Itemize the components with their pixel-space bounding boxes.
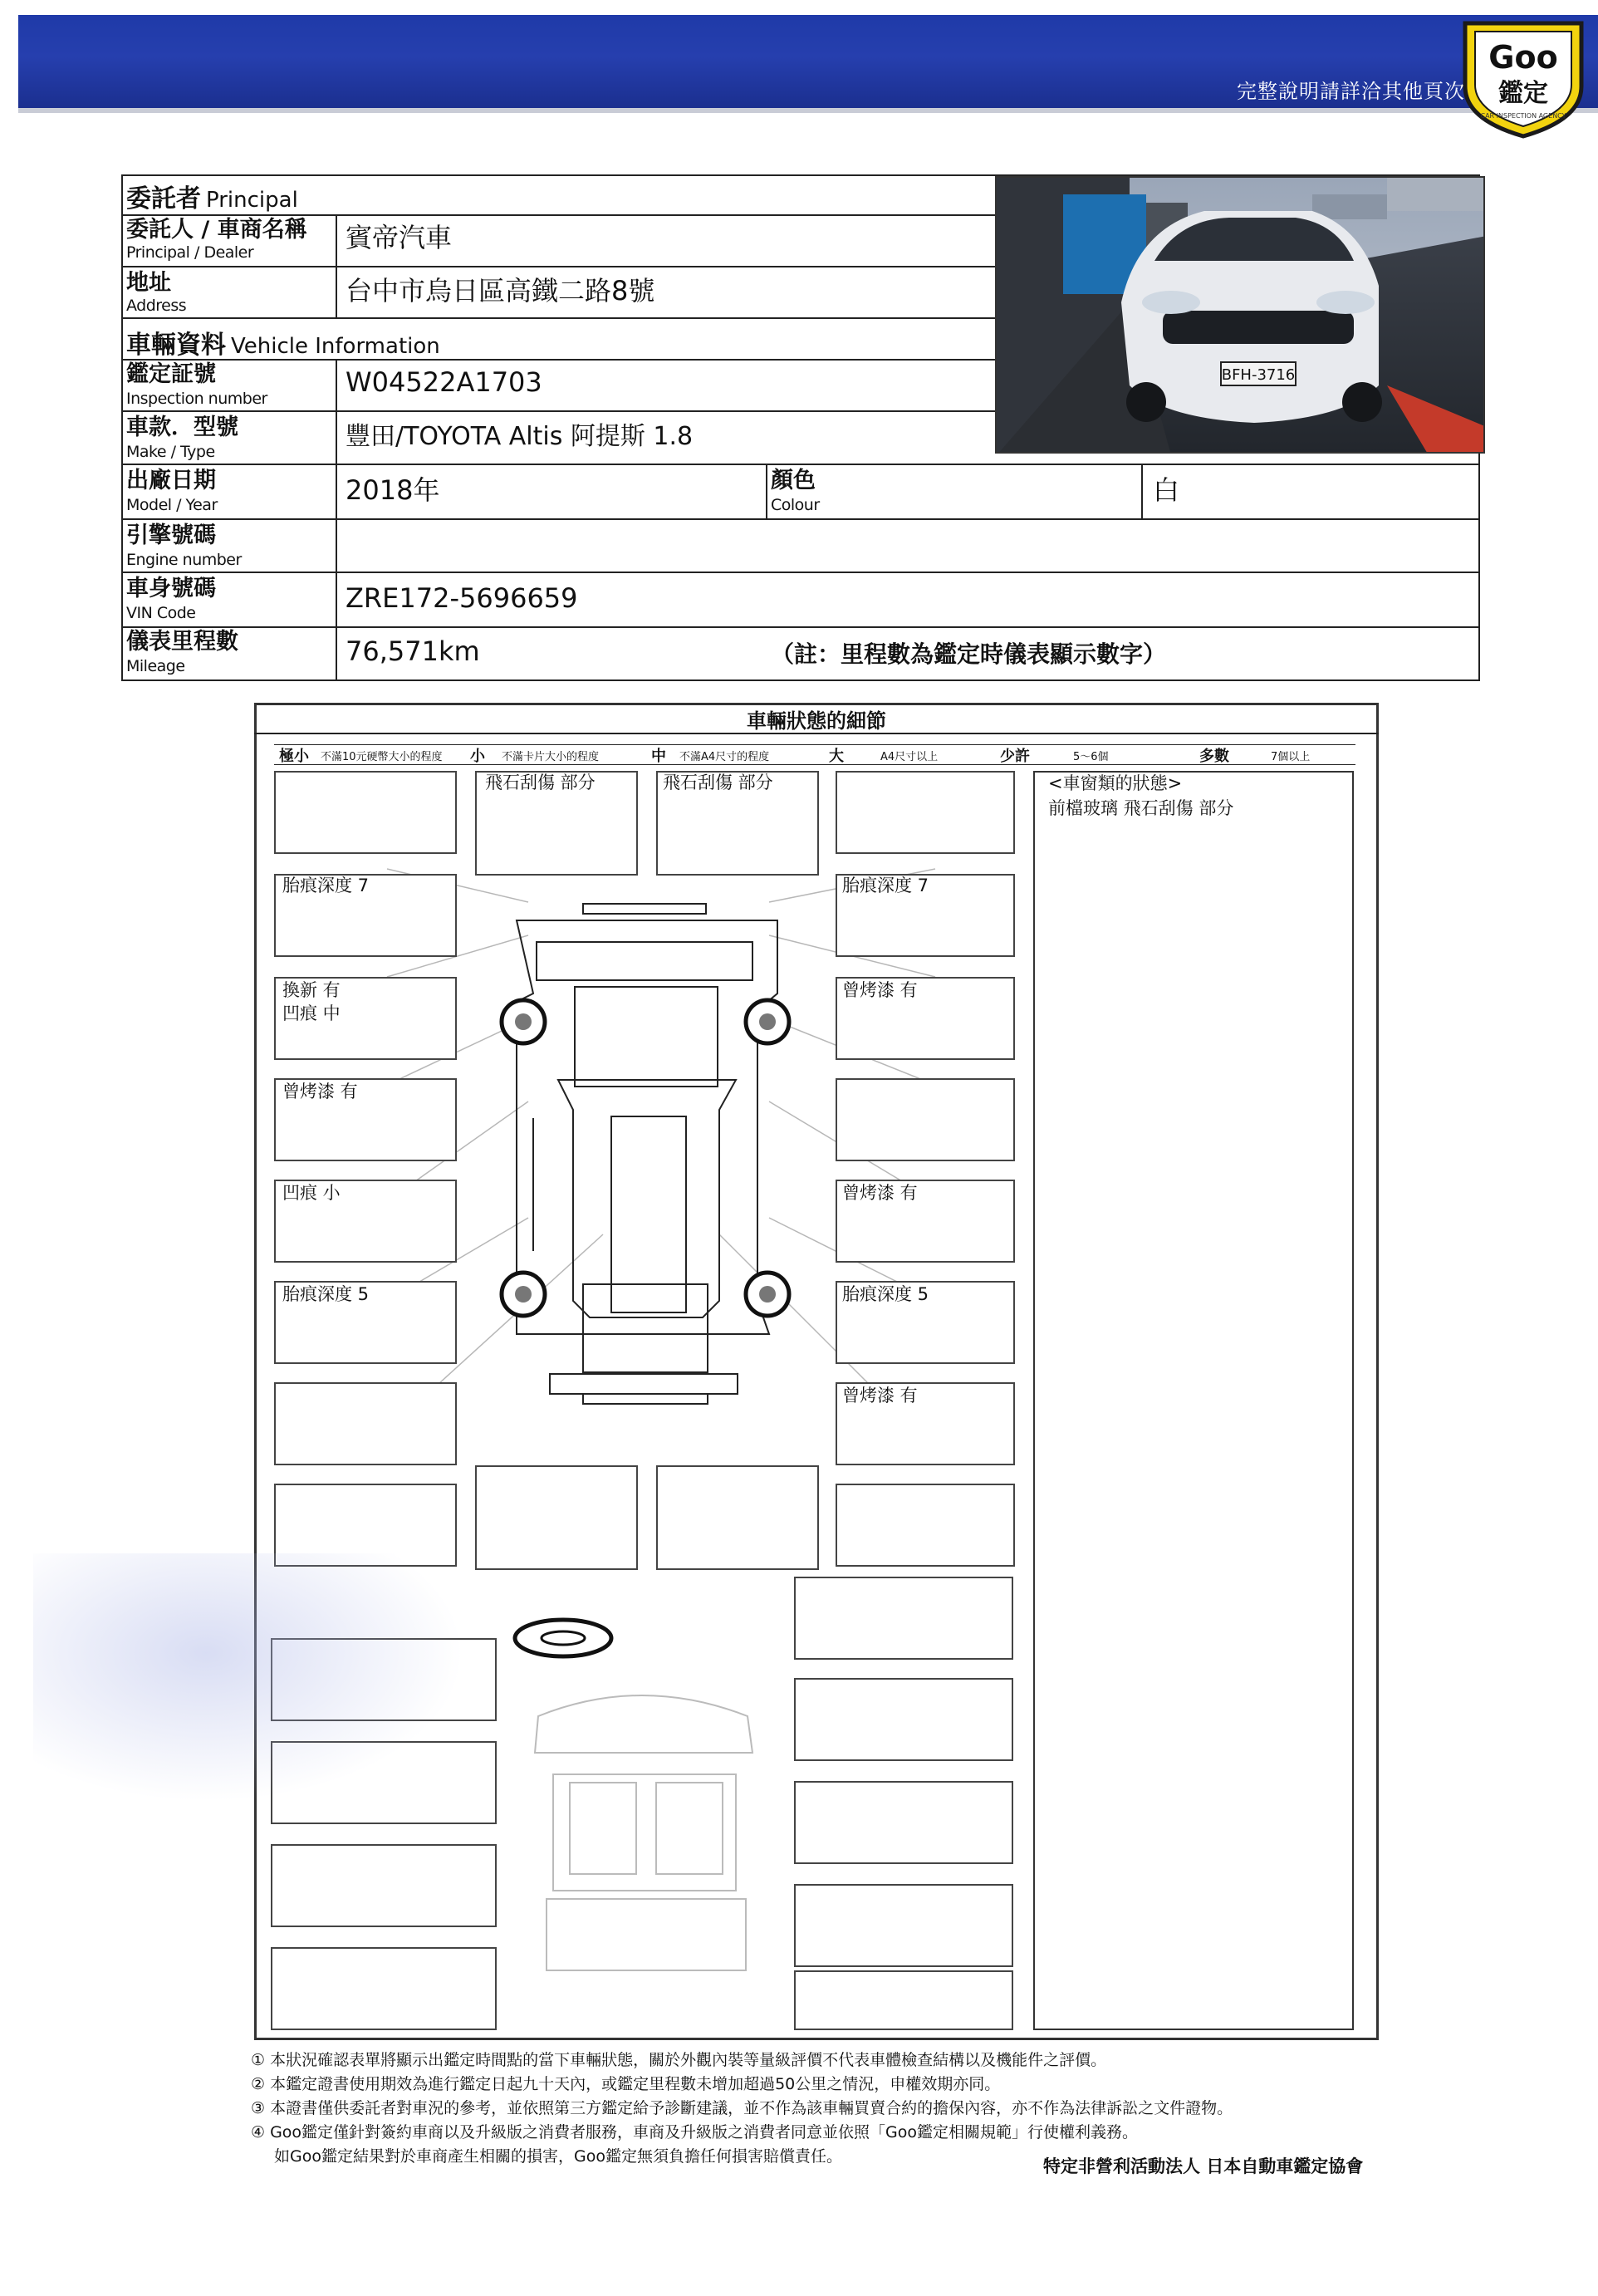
svg-text:Goo: Goo xyxy=(1488,39,1558,76)
footnote-2: ② 本鑑定證書使用期效為進行鑑定日起九十天內，或鑑定里程數未增加超過50公里之情況，申權效期亦同。 xyxy=(251,2075,1001,2093)
legend-key-4: 大 xyxy=(829,748,844,765)
colour-label: 顏色 xyxy=(771,468,816,493)
make-value: 豐田/TOYOTA Altis 阿提斯 1.8 xyxy=(346,422,694,451)
panel-text-top-mid-left: 飛石刮傷 部分 xyxy=(485,773,596,792)
interior-box-left-3 xyxy=(271,1844,497,1927)
dealer-label: 委託人 / 車商名稱 xyxy=(126,217,307,243)
address-value: 台中市烏日區高鐵二路8號 xyxy=(346,275,655,307)
panel-text-left-1: 胎痕深度 7 xyxy=(282,876,370,895)
inspection-label: 鑑定証號 xyxy=(126,361,216,387)
legend-desc-2: 不滿卡片大小的程度 xyxy=(502,751,600,763)
legend-desc-4: A4尺寸以上 xyxy=(880,751,939,763)
panel-text-right-2: 曾烤漆 有 xyxy=(842,980,918,1000)
legend-key-1: 極小 xyxy=(279,748,309,765)
interior-box-right-3 xyxy=(794,1781,1013,1864)
legend-key-5: 少許 xyxy=(1000,748,1030,765)
footnote-3: ③ 本證書僅供委託者對車況的參考，並依照第三方鑑定給予診斷建議，並不作為該車輛買賣合約的擔保內容，亦不作為法律訴訟之文件證物。 xyxy=(251,2099,1233,2117)
mileage-note: （註：里程數為鑑定時儀表顯示數字） xyxy=(771,640,1167,668)
header-banner xyxy=(18,15,1598,113)
interior-box-right-5 xyxy=(794,1970,1013,2030)
panel-box-bottom-mid-left xyxy=(475,1465,638,1570)
vin-label: 車身號碼 xyxy=(126,576,216,601)
legend-desc-3: 不滿A4尺寸的程度 xyxy=(679,751,770,763)
panel-box-bottom-mid-right xyxy=(656,1465,819,1570)
dealer-value: 賓帝汽車 xyxy=(346,222,453,253)
make-label: 車款．型號 xyxy=(126,415,238,440)
address-label-en: Address xyxy=(126,297,187,315)
vin-value: ZRE172-5696659 xyxy=(346,582,578,614)
vehicle-photo xyxy=(995,176,1485,454)
vin-label-en: VIN Code xyxy=(126,604,196,622)
panel-text-left-2: 換新 有 凹痕 中 xyxy=(282,980,341,1023)
footnote-1: ① 本狀況確認表單將顯示出鑑定時間點的當下車輛狀態，關於外觀內裝等量級評價不代表車體檢查結構以及機能件之評價。 xyxy=(251,2051,1107,2069)
panel-text-right-6: 曾烤漆 有 xyxy=(842,1386,918,1406)
legend-key-2: 小 xyxy=(470,748,485,765)
principal-section-title: 委託者 Principal xyxy=(126,184,298,213)
year-label-en: Model / Year xyxy=(126,496,218,514)
legend-key-6: 多數 xyxy=(1199,748,1229,765)
colour-label-en: Colour xyxy=(771,496,820,514)
glass-status-text: <車窗類的狀態> 前檔玻璃 飛石刮傷 部分 xyxy=(1048,773,1234,818)
panel-text-left-4: 凹痕 小 xyxy=(282,1183,341,1203)
footnote-4: ④ Goo鑑定僅針對簽約車商以及升級版之消費者服務，車商及升級版之消費者同意並依照「Goo鑑定相關規範」行使權利義務。 xyxy=(251,2123,1139,2141)
panel-text-right-1: 胎痕深度 7 xyxy=(842,876,929,895)
address-label: 地址 xyxy=(126,270,171,296)
scan-shadow xyxy=(33,1553,465,1803)
svg-text:鑑定: 鑑定 xyxy=(1498,79,1548,108)
panel-box-right-7 xyxy=(836,1484,1015,1567)
interior-box-right-1 xyxy=(794,1577,1013,1660)
panel-text-right-5: 胎痕深度 5 xyxy=(842,1284,929,1304)
mileage-label: 儀表里程數 xyxy=(126,629,238,655)
legend-key-3: 中 xyxy=(651,748,666,765)
issuer-signature: 特定非營利活動法人 日本自動車鑑定協會 xyxy=(1043,2156,1364,2176)
engine-label-en: Engine number xyxy=(126,551,242,569)
goo-badge-logo xyxy=(1457,15,1590,141)
panel-box-left-0 xyxy=(274,771,457,854)
panel-text-top-mid-right: 飛石刮傷 部分 xyxy=(663,773,773,792)
panel-text-right-4: 曾烤漆 有 xyxy=(842,1183,918,1203)
condition-title: 車輛狀態的細節 xyxy=(747,709,886,733)
dealer-label-en: Principal / Dealer xyxy=(126,243,254,262)
inspection-value: W04522A1703 xyxy=(346,366,542,398)
legend-desc-6: 7個以上 xyxy=(1271,751,1311,763)
interior-box-right-4 xyxy=(794,1884,1013,1967)
engine-label: 引擎號碼 xyxy=(126,522,216,548)
header-note: 完整說明請詳洽其他頁次 xyxy=(1237,80,1465,103)
plate-text: BFH-3716 xyxy=(1221,366,1296,384)
colour-value: 白 xyxy=(1153,474,1180,506)
year-label: 出廠日期 xyxy=(126,468,216,493)
footnote-5: 如Goo鑑定結果對於車商產生相關的損害，Goo鑑定無須負擔任何損害賠償責任。 xyxy=(274,2147,842,2166)
glass-status-panel xyxy=(1033,771,1354,2030)
svg-text:CAR INSPECTION AGENCY: CAR INSPECTION AGENCY xyxy=(1480,112,1566,120)
panel-box-left-6 xyxy=(274,1382,457,1465)
panel-box-right-0 xyxy=(836,771,1015,854)
panel-text-left-3: 曾烤漆 有 xyxy=(282,1082,358,1101)
year-value: 2018年 xyxy=(346,474,440,506)
interior-box-right-2 xyxy=(794,1678,1013,1761)
mileage-label-en: Mileage xyxy=(126,657,185,675)
legend-desc-5: 5～6個 xyxy=(1073,751,1109,763)
make-label-en: Make / Type xyxy=(126,443,215,461)
interior-box-left-4 xyxy=(271,1947,497,2030)
vehicle-section-title: 車輛資料 Vehicle Information xyxy=(126,331,440,360)
inspection-label-en: Inspection number xyxy=(126,390,267,408)
panel-box-right-3 xyxy=(836,1078,1015,1161)
footnotes xyxy=(251,2048,1397,2169)
mileage-value: 76,571km xyxy=(346,635,480,667)
legend-desc-1: 不滿10元硬幣大小的程度 xyxy=(321,751,443,763)
panel-text-left-5: 胎痕深度 5 xyxy=(282,1284,370,1304)
